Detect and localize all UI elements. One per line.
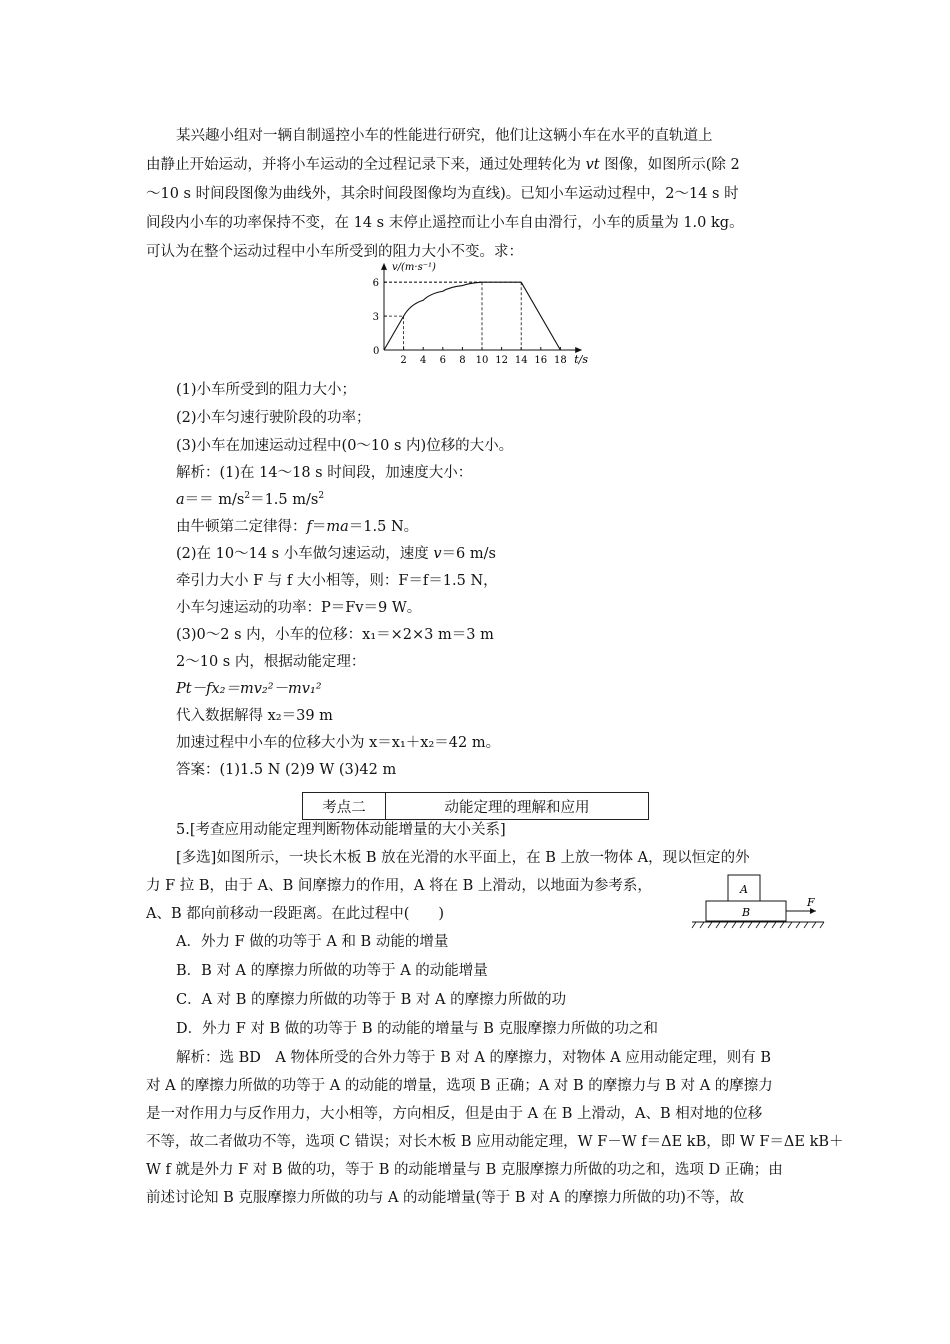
question-1: (1)小车所受到的阻力大小； [176,382,357,398]
y-axis-arrow [381,263,387,270]
solution-line-11: 加速过程中小车的位移大小为 x＝x₁＋x₂＝42 m。 [176,735,501,751]
ground-hatch [692,922,824,928]
block-a-label: A [740,883,748,896]
question-2: (2)小车匀速行驶阶段的功率； [176,410,371,426]
y-axis-label: v/(m·s⁻¹) [392,262,436,273]
origin-label: 0 [373,346,380,357]
q5-stem-line-3: A、B 都向前移动一段距离。在此过程中( ) [146,906,445,922]
x-tick-label-18: 18 [554,355,567,366]
topic-title: 动能定理的理解和应用 [444,799,590,816]
solution-line-3: 由牛顿第二定律得：f＝ma＝1.5 N。 [176,519,419,535]
option-a: A．外力 F 做的功等于 A 和 B 动能的增量 [176,934,449,950]
q5-analysis-line-2: 对 A 的摩擦力所做的功等于 A 的动能的增量，选项 B 正确；A 对 B 的摩擦力与 B 对 A 的摩擦力 [146,1078,773,1094]
solution-line-5: 牵引力大小 F 与 f 大小相等，则：F＝f＝1.5 N， [176,573,498,589]
series-segment-1 [404,282,482,316]
x-tick-label-12: 12 [495,355,508,366]
solution-line-10: 代入数据解得 x₂＝39 m [176,708,333,724]
series-segment-3 [521,282,560,350]
problem-line-2: 由静止开始运动，并将小车运动的全过程记录下来，通过处理转化为 vt 图像，如图所示(除 2 [146,157,740,173]
y-tick-label-6: 6 [372,278,379,290]
x-tick-label-2: 2 [400,355,407,366]
q5-analysis-line-6: 前述讨论知 B 克服摩擦力所做的功与 A 的动能增量(等于 B 对 A 的摩擦力所做的功)不等，故 [146,1190,744,1206]
q5-analysis-line-3: 是一对作用力与反作用力，大小相等，方向相反，但是由于 A 在 B 上滑动，A、B 相对地的位移 [146,1106,763,1122]
q5-analysis-line-1: 解析：选 BD A 物体所受的合外力等于 B 对 A 的摩擦力，对物体 A 应用动能定理，则有 B [176,1050,771,1066]
solution-line-1: 解析：(1)在 14～18 s 时间段，加速度大小： [176,465,473,481]
board-b-label: B [741,906,751,919]
q5-stem-line-1: [多选]如图所示，一块长木板 B 放在光滑的水平面上，在 B 上放一物体 A，现以恒定的外 [176,850,750,866]
solution-line-6: 小车匀速运动的功率：P＝Fv＝9 W。 [176,600,422,616]
solution-line-9: Pt－fx₂＝mv₂²－mv₁² [176,681,322,697]
option-d: D．外力 F 对 B 做的功等于 B 的动能的增量与 B 克服摩擦力所做的功之和 [176,1021,659,1037]
x-tick-label-10: 10 [475,355,489,366]
x-tick-label-16: 16 [534,355,548,366]
problem-line-1: 某兴趣小组对一辆自制遥控小车的性能进行研究，他们让这辆小车在水平的直轨道上 [176,128,713,144]
solution-line-2: $a== m/s^2=1.5$ $m/s^2$ [176,491,325,508]
block-figure [688,872,828,930]
q5-analysis-line-5: W f 就是外力 F 对 B 做的功，等于 B 的动能增量与 B 克服摩擦力所做的功之和，选项 D 正确；由 [146,1162,783,1178]
series-segment-0 [384,316,404,350]
q5-stem-line-2: 力 F 拉 B，由于 A、B 间摩擦力的作用，A 将在 B 上滑动，以地面为参考系， [146,878,652,894]
topic-header-table [302,792,649,820]
vt-chart [350,262,620,372]
problem-line-3: ～10 s 时间段图像为曲线外，其余时间段图像均为直线)。已知小车运动过程中，2～14 s 时 [146,186,739,202]
answer-line: 答案：(1)1.5 N (2)9 W (3)42 m [176,762,397,778]
y-tick-label-3: 3 [372,312,379,324]
topic-label: 考点二 [303,793,386,819]
solution-line-4: (2)在 10～14 s 小车做匀速运动，速度 v＝6 m/s [176,546,496,562]
solution-line-8: 2～10 s 内，根据动能定理： [176,654,366,670]
question-3: (3)小车在加速运动过程中(0～10 s 内)位移的大小。 [176,438,514,454]
q5-analysis-line-4: 不等，故二者做功不等，选项 C 错误；对长木板 B 应用动能定理，W F－W f＝ΔE kB，即 W F＝ΔE kB＋ [146,1134,844,1150]
problem-line-5: 可认为在整个运动过程中小车所受到的阻力大小不变。求： [146,244,523,260]
x-tick-label-14: 14 [514,355,528,366]
option-c: C．A 对 B 的摩擦力所做的功等于 B 对 A 的摩擦力所做的功 [176,992,567,1008]
x-tick-label-6: 6 [439,355,446,366]
solution-line-7: (3)0～2 s 内，小车的位移：x₁＝×2×3 m＝3 m [176,627,494,643]
x-tick-label-8: 8 [459,355,466,366]
problem-line-4: 间段内小车的功率保持不变，在 14 s 末停止遥控而让小车自由滑行，小车的质量为 1.0 kg。 [146,215,744,231]
force-label: F [807,896,815,909]
option-b: B．B 对 A 的摩擦力所做的功等于 A 的动能增量 [176,963,488,979]
x-axis-label: t/s [574,353,588,366]
x-tick-label-4: 4 [420,355,427,366]
q5-header: 5.[考查应用动能定理判断物体动能增量的大小关系] [176,822,506,838]
